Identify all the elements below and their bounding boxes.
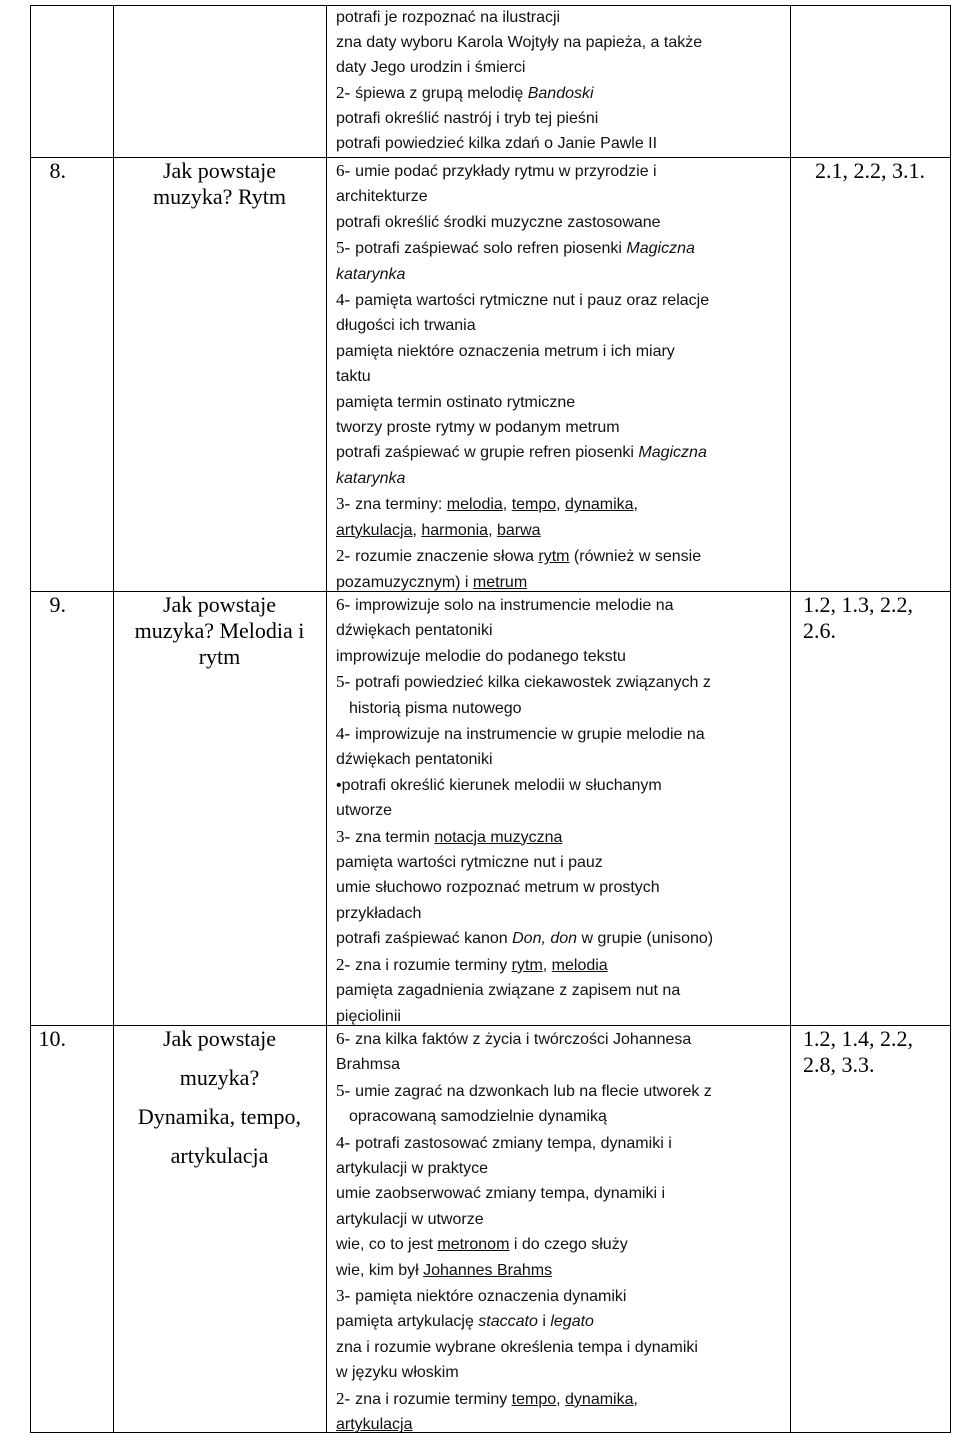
objective-line [336, 747, 790, 772]
text-segment: pamięta termin ostinato rytmiczne [336, 393, 576, 411]
underlined-term: rytm [538, 548, 570, 566]
text-segment: potrafi zaśpiewać w grupie refren piosenki [336, 444, 639, 462]
text-segment: wie, co to jest [336, 1236, 438, 1254]
text-segment: pamięta niektóre oznaczenia dynamiki [355, 1288, 627, 1306]
text-segment: wie, kim był [336, 1261, 424, 1279]
topic-line: muzyka? Melodia i [134, 618, 305, 643]
text-segment: potrafi zaśpiewać solo refren piosenki [355, 240, 627, 258]
objective-line [336, 235, 790, 261]
lesson-topic-cell [113, 1019, 326, 1175]
codes-line: 1.2, 1.3, 2.2, [803, 592, 913, 617]
objective-line [336, 1386, 790, 1412]
text-segment: potrafi określić środki muzyczne zastosowane [336, 213, 661, 231]
objective-line [336, 184, 790, 209]
grade-level-number: 4- [336, 724, 351, 744]
codes-line: 2.8, 3.3. [803, 1052, 875, 1077]
objective-line [336, 55, 790, 80]
text-segment: artykulacji w utworze [336, 1210, 484, 1228]
text-segment: w grupie (unisono) [577, 930, 714, 948]
text-segment: potrafi określić nastrój i tryb tej pieśni [336, 110, 599, 127]
objective-line [336, 850, 790, 875]
table-row [30, 5, 950, 157]
text-segment: i do czego służy [509, 1236, 628, 1254]
objective-line [336, 1181, 790, 1206]
objective-line [336, 721, 790, 747]
text-segment: zna terminy: [355, 496, 447, 514]
text-segment: rozumie znaczenie słowa [355, 548, 539, 566]
objective-line [336, 313, 790, 338]
table-row [30, 591, 950, 1025]
underlined-term: artykulacja [336, 1416, 413, 1434]
italic-title: Magiczna [626, 240, 695, 258]
objective-line [336, 106, 790, 131]
text-segment: umie podać przykłady rytmu w przyrodzie i [355, 163, 657, 180]
lesson-topic-cell [113, 157, 326, 210]
objective-line [336, 773, 790, 798]
grade-level-number: 2- [336, 1388, 351, 1408]
text-segment: śpiewa z grupą melodię [355, 85, 528, 102]
objective-line [336, 592, 790, 618]
table-row [30, 157, 950, 591]
objective-line [336, 364, 790, 389]
lesson-number: 9. [49, 592, 66, 617]
objective-line [336, 1104, 790, 1129]
text-segment: pamięta zagadnienia związane z zapisem nut na [336, 982, 681, 1000]
objective-line [336, 952, 790, 978]
text-segment: Brahmsa [336, 1056, 401, 1074]
codes-line: 2.1, 2.2, 3.1. [815, 158, 925, 183]
text-segment: potrafi je rozpoznać na ilustracji [336, 9, 561, 26]
objective-line [336, 1052, 790, 1077]
text-segment: umie zaobserwować zmiany tempa, dynamiki i [336, 1185, 666, 1203]
text-segment: pozamuzycznym) i [336, 573, 473, 591]
objective-line [336, 875, 790, 900]
objective-line [336, 440, 790, 465]
text-segment: , [502, 496, 512, 514]
text-segment: historią pisma nutowego [349, 699, 522, 717]
underlined-term: notacja muzyczna [434, 828, 563, 846]
objective-line [336, 158, 790, 184]
underlined-term: Johannes Brahms [423, 1261, 553, 1279]
text-segment: zna daty wyboru Karola Wojtyły na papieża, a także [336, 34, 703, 51]
text-segment: przykładach [336, 904, 422, 922]
lesson-number: 10. [38, 1026, 66, 1051]
grade-level-number: 5- [336, 238, 351, 258]
objectives-cell [326, 1025, 790, 1436]
grade-level-number: 6- [336, 1029, 351, 1048]
objective-line [336, 1360, 790, 1385]
underlined-term: rytm [511, 956, 543, 974]
objective-line [336, 1309, 790, 1334]
text-segment: improwizuje solo na instrumencie melodie na [355, 597, 674, 614]
grade-level-number: 5- [336, 1080, 351, 1100]
topic-line: muzyka? [179, 1065, 260, 1090]
text-segment: , [556, 496, 566, 514]
text-segment: (również w sensie [569, 548, 702, 566]
text-segment: taktu [336, 368, 371, 386]
text-segment: , [412, 521, 422, 539]
objective-line [336, 669, 790, 695]
objective-line [336, 618, 790, 643]
text-segment: improwizuje melodie do podanego tekstu [336, 647, 626, 665]
text-segment: utworze [336, 802, 393, 820]
text-segment: zna i rozumie terminy [355, 1390, 512, 1408]
objective-line [336, 1026, 790, 1052]
text-segment: potrafi zaśpiewać kanon [336, 930, 513, 948]
topic-line: rytm [198, 644, 241, 669]
objectives-cell [326, 5, 790, 156]
curriculum-codes-cell [790, 591, 950, 644]
underlined-term: metronom [437, 1236, 510, 1254]
underlined-term: harmonia [421, 521, 489, 539]
text-segment: dźwiękach pentatoniki [336, 622, 493, 640]
text-segment: •potrafi określić kierunek melodii w słuchanym [336, 776, 662, 794]
grade-level-number: 2- [336, 546, 351, 566]
codes-line: 1.2, 1.4, 2.2, [803, 1026, 913, 1051]
objective-line [336, 466, 790, 491]
italic-title: legato [550, 1313, 594, 1331]
objective-line [336, 1207, 790, 1232]
curriculum-codes-cell [790, 1025, 950, 1078]
curriculum-codes-cell [790, 157, 950, 184]
topic-line: artykulacja [170, 1143, 269, 1168]
text-segment: pamięta artykulację [336, 1313, 479, 1331]
grade-level-number: 6- [336, 595, 351, 614]
grade-level-number: 4- [336, 1132, 351, 1152]
objectives-cell [326, 591, 790, 1029]
text-segment: długości ich trwania [336, 317, 476, 335]
underlined-term: dynamika [565, 496, 634, 514]
objective-line [336, 1130, 790, 1156]
text-segment: opracowaną samodzielnie dynamiką [349, 1108, 607, 1126]
objective-line [336, 926, 790, 951]
objective-line [336, 390, 790, 415]
text-segment: pamięta niektóre oznaczenia metrum i ich miary [336, 342, 675, 360]
text-segment: tworzy proste rytmy w podanym metrum [336, 419, 620, 437]
objectives-cell [326, 157, 790, 595]
underlined-term: dynamika [565, 1390, 634, 1408]
text-segment: , [542, 956, 552, 974]
text-segment: artykulacji w praktyce [336, 1160, 489, 1178]
text-segment: pięciolinii [336, 1007, 401, 1025]
underlined-term: melodia [446, 496, 503, 514]
underlined-term: artykulacja [336, 521, 413, 539]
objective-line [336, 262, 790, 287]
objective-line [336, 543, 790, 569]
text-segment: potrafi powiedzieć kilka zdań o Janie Pawle II [336, 135, 658, 152]
objective-line [336, 1283, 790, 1309]
objective-line [336, 901, 790, 926]
grade-level-number: 5- [336, 672, 351, 692]
objective-line [336, 210, 790, 235]
text-segment: umie zagrać na dzwonkach lub na flecie utworek z [355, 1082, 712, 1100]
text-segment: pamięta wartości rytmiczne nut i pauz oraz relacje [355, 292, 710, 310]
grade-level-number: 2- [336, 83, 351, 102]
objective-line [336, 30, 790, 55]
underlined-term: tempo [511, 1390, 557, 1408]
italic-title: Magiczna [638, 444, 707, 462]
topic-line: Dynamika, tempo, [137, 1104, 302, 1129]
codes-line: 2.6. [803, 618, 836, 643]
column-divider [950, 5, 951, 1433]
objective-line [336, 824, 790, 850]
text-segment: pamięta wartości rytmiczne nut i pauz [336, 854, 603, 872]
text-segment: dźwiękach pentatoniki [336, 751, 493, 769]
objective-line [336, 339, 790, 364]
text-segment: , [556, 1390, 566, 1408]
table-row [30, 1025, 950, 1432]
underlined-term: metrum [472, 573, 528, 591]
topic-line: Jak powstaje [162, 592, 277, 617]
lesson-number: 8. [49, 158, 66, 183]
italic-title: katarynka [336, 469, 406, 487]
italic-title: katarynka [336, 265, 406, 283]
text-segment: daty Jego urodzin i śmierci [336, 59, 526, 76]
objective-line [336, 1335, 790, 1360]
objective-line [336, 287, 790, 313]
topic-line: Jak powstaje [162, 158, 277, 183]
text-segment: , [633, 496, 638, 514]
objective-line [336, 1412, 790, 1436]
grade-level-number: 2- [336, 954, 351, 974]
objective-line [336, 696, 790, 721]
objective-line [336, 978, 790, 1003]
underlined-term: melodia [551, 956, 608, 974]
objective-line [336, 1156, 790, 1181]
text-segment: , [633, 1390, 638, 1408]
italic-title: Don, don [512, 930, 578, 948]
grade-level-number: 4- [336, 290, 351, 310]
objective-line [336, 644, 790, 669]
objective-line [336, 415, 790, 440]
grade-level-number: 3- [336, 494, 351, 514]
underlined-term: tempo [511, 496, 557, 514]
objective-line [336, 131, 790, 156]
text-segment: architekturze [336, 188, 428, 206]
text-segment: , [488, 521, 497, 539]
text-segment: zna termin [355, 828, 435, 846]
italic-title: staccato [478, 1313, 538, 1331]
objective-line [336, 1258, 790, 1283]
objective-line [336, 5, 790, 30]
objective-line [336, 80, 790, 106]
text-segment: i [537, 1313, 551, 1331]
text-segment: w języku włoskim [336, 1364, 459, 1382]
grade-level-number: 3- [336, 826, 351, 846]
text-segment: improwizuje na instrumencie w grupie melodie na [355, 726, 705, 744]
italic-title: Bandoski [527, 85, 594, 102]
text-segment: potrafi zastosować zmiany tempa, dynamiki i [355, 1134, 672, 1152]
objective-line [336, 798, 790, 823]
underlined-term: barwa [496, 521, 541, 539]
text-segment: zna i rozumie terminy [355, 956, 512, 974]
text-segment: zna kilka faktów z życia i twórczości Johannesa [355, 1031, 692, 1048]
lesson-topic-cell [113, 591, 326, 670]
text-segment: potrafi powiedzieć kilka ciekawostek związanych z [355, 674, 711, 692]
objective-line [336, 491, 790, 517]
objective-line [336, 1078, 790, 1104]
grade-level-number: 3- [336, 1286, 351, 1306]
grade-level-number: 6- [336, 161, 351, 180]
text-segment: zna i rozumie wybrane określenia tempa i dynamiki [336, 1338, 698, 1356]
objective-line [336, 1232, 790, 1257]
topic-line: muzyka? Rytm [153, 184, 286, 209]
topic-line: Jak powstaje [162, 1026, 277, 1051]
text-segment: umie słuchowo rozpoznać metrum w prostych [336, 879, 660, 897]
objective-line [336, 518, 790, 543]
